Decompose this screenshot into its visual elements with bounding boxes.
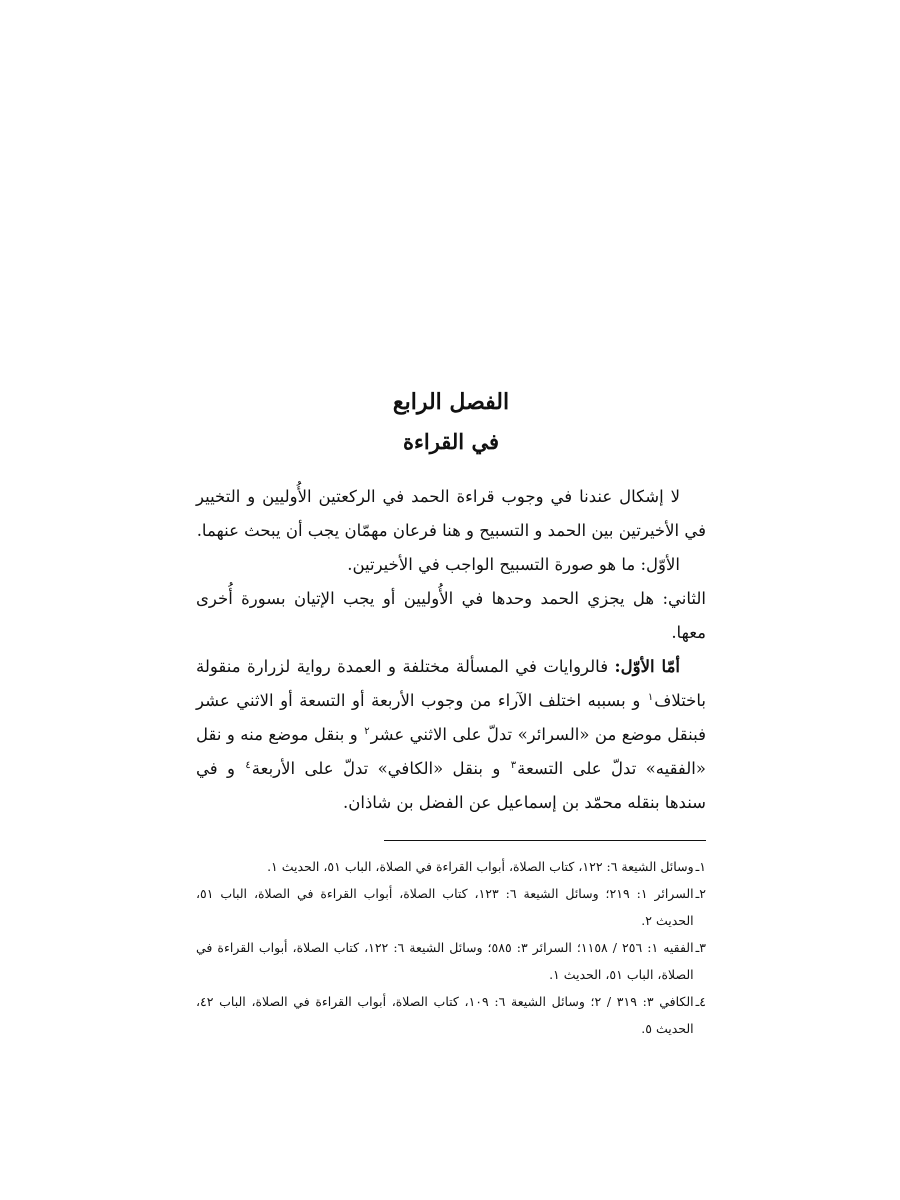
footnote-divider (384, 840, 706, 841)
chapter-subtitle: في القراءة (402, 429, 499, 454)
paragraph-first-branch: الأوّل: ما هو صورة التسبيح الواجب في الأخيرتين. (347, 555, 680, 574)
footnote-1 (196, 853, 706, 880)
paragraph-segment: و بنقل موضع منه و نقل «الفقيه» تدلّ على التسعة (196, 725, 706, 778)
page-content (196, 382, 706, 1042)
footnote-number: ٢ـ (695, 886, 706, 901)
footnote-3 (196, 934, 706, 988)
paragraph-segment: و بسببه اختلف الآراء من وجوب الأربعة أو التسعة أو الاثني عشر فبنقل موضع من «السرائر» تدلّ على الاثني عشر (196, 691, 706, 744)
footnote-4 (196, 988, 706, 1042)
paragraph-segment: فالروايات في المسألة مختلفة و العمدة رواية لزرارة منقولة باختلاف (196, 657, 706, 710)
paragraph-segment: و بنقل «الكافي» تدلّ على الأربعة (251, 759, 510, 778)
footnote-number: ٣ـ (695, 940, 706, 955)
footnote-text: الكافي ٣: ٣١٩ / ٢؛ وسائل الشيعة ٦: ١٠٩، كتاب الصلاة، أبواب القراءة في الصلاة، الباب ٤٢، الحديث ٥. (196, 994, 694, 1036)
paragraph-intro: لا إشكال عندنا في وجوب قراءة الحمد في الركعتين الأُوليين و التخيير في الأخيرتين بين الحمد و التسبيح و هنا فرعان مهمّان يجب أن يبحث عنهما. (196, 487, 706, 540)
paragraph-second-branch: الثاني: هل يجزي الحمد وحدها في الأُوليين أو يجب الإتيان بسورة أُخرى معها. (196, 589, 706, 642)
footnote-ref-3[interactable]: ٣ (510, 759, 517, 771)
paragraph-segment: و في سندها بنقله محمّد بن إسماعيل عن الفضل بن شاذان. (196, 759, 706, 812)
paragraph-lead: أمّا الأوّل: (614, 657, 680, 676)
footnote-number: ٤ـ (695, 994, 706, 1009)
paragraph-discussion (196, 650, 706, 820)
chapter-title: الفصل الرابع (392, 389, 510, 415)
footnote-number: ١ـ (695, 859, 706, 874)
footnote-ref-2[interactable]: ٢ (364, 725, 370, 737)
footnote-ref-1[interactable]: ١ (647, 691, 654, 703)
footnotes (196, 853, 706, 1042)
footnote-text: السرائر ١: ٢١٩؛ وسائل الشيعة ٦: ١٢٣، كتاب الصلاة، أبواب القراءة في الصلاة، الباب ٥١، الحديث ٢. (196, 886, 694, 928)
footnote-text: الفقيه ١: ٢٥٦ / ١١٥٨؛ السرائر ٣: ٥٨٥؛ وسائل الشيعة ٦: ١٢٢، كتاب الصلاة، أبواب القراءة في الصلاة، الباب ٥١، الحديث ١. (196, 940, 694, 982)
body-text (196, 480, 706, 820)
footnote-2 (196, 880, 706, 934)
footnote-ref-4[interactable]: ٤ (245, 759, 251, 771)
footnote-text: وسائل الشيعة ٦: ١٢٢، كتاب الصلاة، أبواب القراءة في الصلاة، الباب ٥١، الحديث ١. (267, 859, 694, 874)
